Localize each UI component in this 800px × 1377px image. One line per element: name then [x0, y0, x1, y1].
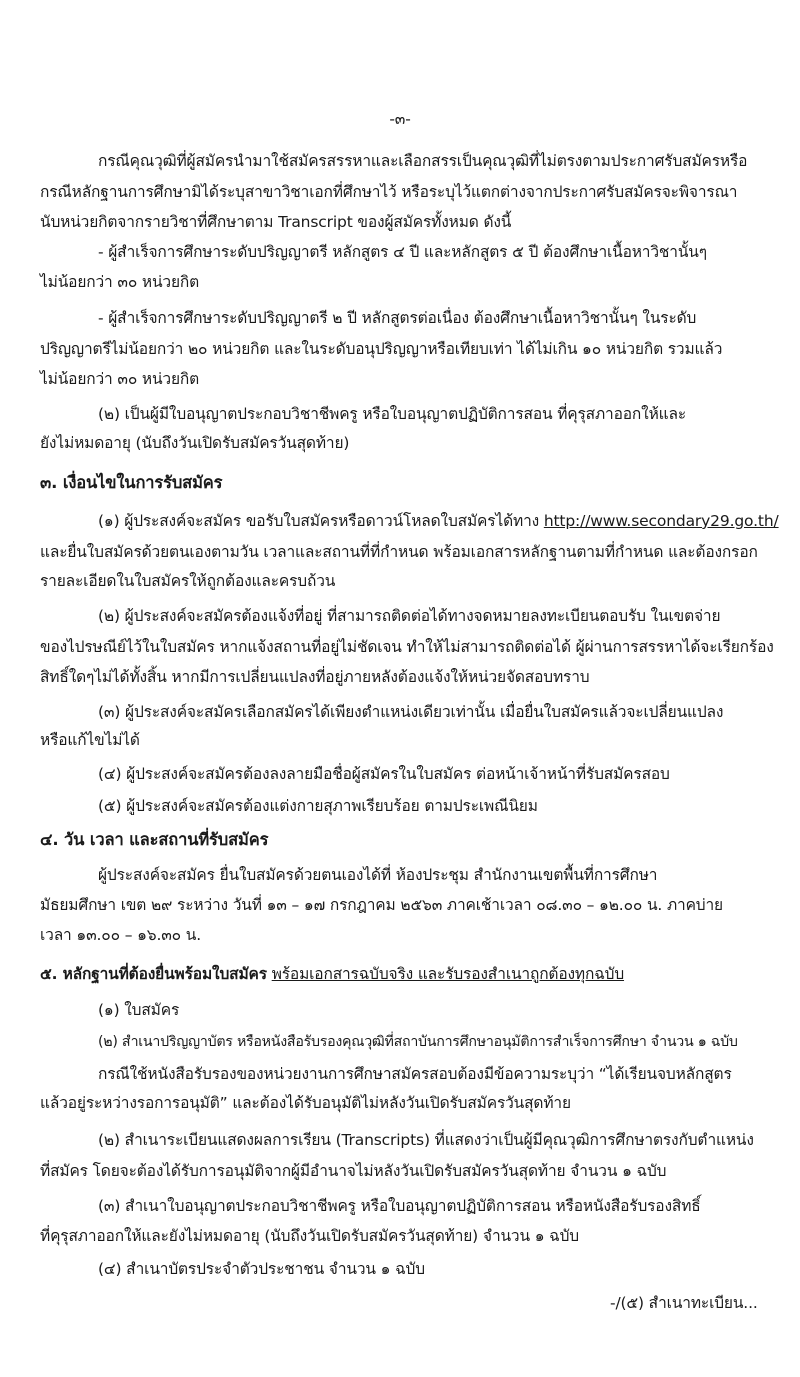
list-item-line: รายละเอียดในใบสมัครให้ถูกต้องและครบถ้วน	[40, 572, 336, 590]
section-4-heading: ๔. วัน เวลา และสถานที่รับสมัคร	[40, 830, 269, 849]
list-item-line: แล้วอยู่ระหว่างรอการอนุมัติ” และต้องได้รับอนุมัติไม่หลังวันเปิดรับสมัครวันสุดท้าย	[40, 1094, 571, 1112]
list-item-line	[0, 510, 800, 532]
list-item-line: (๕) ผู้ประสงค์จะสมัครต้องแต่งกายสุภาพเรียบร้อย ตามประเพณีนิยม	[98, 797, 538, 815]
list-item-line: (๒) สำเนาปริญญาบัตร หรือหนังสือรับรองคุณวุฒิที่สถาบันการศึกษาอนุมัติการสำเร็จการศึกษา จำนวน ๑ ฉบับ	[98, 1034, 738, 1050]
list-item-line: (๔) สำเนาบัตรประจำตัวประชาชน จำนวน ๑ ฉบับ	[98, 1260, 425, 1278]
list-item-line: กรณีใช้หนังสือรับรองของหน่วยงานการศึกษาสมัครสอบต้องมีข้อความระบุว่า “ได้เรียนจบหลักสูตร	[98, 1065, 732, 1083]
list-item-line: (๒) ผู้ประสงค์จะสมัครต้องแจ้งที่อยู่ ที่สามารถติดต่อได้ทางจดหมายลงทะเบียนตอบรับ ในเขตจ่าย	[98, 607, 721, 625]
paragraph-line: ไม่น้อยกว่า ๓๐ หน่วยกิต	[40, 273, 200, 291]
list-item-line: ที่คุรุสภาออกให้และยังไม่หมดอายุ (นับถึงวันเปิดรับสมัครวันสุดท้าย) จำนวน ๑ ฉบับ	[40, 1227, 579, 1245]
paragraph-line: ยังไม่หมดอายุ (นับถึงวันเปิดรับสมัครวันสุดท้าย)	[40, 434, 350, 452]
list-item-line: ที่สมัคร โดยจะต้องได้รับการอนุมัติจากผู้มีอำนาจไม่หลังวันเปิดรับสมัครวันสุดท้าย จำนวน ๑ ฉบับ	[40, 1162, 667, 1180]
paragraph-line: เวลา ๑๓.๐๐ – ๑๖.๓๐ น.	[40, 926, 201, 944]
paragraph-line: ไม่น้อยกว่า ๓๐ หน่วยกิต	[40, 370, 200, 388]
list-item-line: (๓) ผู้ประสงค์จะสมัครเลือกสมัครได้เพียงตำแหน่งเดียวเท่านั้น เมื่อยื่นใบสมัครแล้วจะเปลี่ยนแปลง	[98, 703, 724, 721]
list-item-line: สิทธิ์ใดๆไม่ได้ทั้งสิ้น หากมีการเปลี่ยนแปลงที่อยู่ภายหลังต้องแจ้งให้หน่วยจัดสอบทราบ	[40, 668, 590, 686]
download-link[interactable]: http://www.secondary29.go.th/	[543, 512, 779, 530]
section-5-heading-line	[0, 963, 800, 985]
section-3-heading: ๓. เงื่อนไขในการรับสมัคร	[40, 473, 223, 492]
paragraph-line: นับหน่วยกิตจากรายวิชาที่ศึกษาตาม Transcript ของผู้สมัครทั้งหมด ดังนี้	[40, 213, 512, 231]
paragraph-line: กรณีหลักฐานการศึกษามิได้ระบุสาขาวิชาเอกที่ศึกษาไว้ หรือระบุไว้แตกต่างจากประกาศรับสมัครจะพิจารณา	[40, 183, 738, 201]
list-item-line: และยื่นใบสมัครด้วยตนเองตามวัน เวลาและสถานที่ที่กำหนด พร้อมเอกสารหลักฐานตามที่กำหนด และต้องกรอก	[40, 543, 758, 561]
list-item-line: หรือแก้ไขไม่ได้	[40, 731, 140, 749]
paragraph-line: (๒) เป็นผู้มีใบอนุญาตประกอบวิชาชีพครู หรือใบอนุญาตปฏิบัติการสอน ที่คุรุสภาออกให้และ	[98, 405, 687, 423]
continuation-footer: -/(๕) สำเนาทะเบียน...	[610, 1294, 758, 1312]
list-item-line: (๔) ผู้ประสงค์จะสมัครต้องลงลายมือชื่อผู้สมัครในใบสมัคร ต่อหน้าเจ้าหน้าที่รับสมัครสอบ	[98, 765, 670, 783]
section-5-heading: ๕. หลักฐานที่ต้องยื่นพร้อมใบสมัคร	[40, 965, 267, 983]
paragraph-line: - ผู้สำเร็จการศึกษาระดับปริญญาตรี หลักสูตร ๔ ปี และหลักสูตร ๕ ปี ต้องศึกษาเนื้อหาวิชานั้นๆ	[98, 243, 707, 261]
list-item-line: (๑) ใบสมัคร	[98, 1001, 180, 1019]
list-item-line: (๒) สำเนาระเบียนแสดงผลการเรียน (Transcripts) ที่แสดงว่าเป็นผู้มีคุณวุฒิการศึกษาตรงกับตำแหน่ง	[98, 1131, 754, 1149]
paragraph-line: - ผู้สำเร็จการศึกษาระดับปริญญาตรี ๒ ปี หลักสูตรต่อเนื่อง ต้องศึกษาเนื้อหาวิชานั้นๆ ในระดับ	[98, 309, 697, 327]
page-number: -๓-	[389, 110, 411, 128]
paragraph-line: ผู้ประสงค์จะสมัคร ยื่นใบสมัครด้วยตนเองได้ที่ ห้องประชุม สำนักงานเขตพื้นที่การศึกษา	[98, 866, 658, 884]
paragraph-line: มัธยมศึกษา เขต ๒๙ ระหว่าง วันที่ ๑๓ – ๑๗ กรกฎาคม ๒๕๖๓ ภาคเช้าเวลา ๐๘.๓๐ – ๑๒.๐๐ น. ภาคบ่าย	[40, 896, 723, 914]
list-item-line: (๓) สำเนาใบอนุญาตประกอบวิชาชีพครู หรือใบอนุญาตปฏิบัติการสอน หรือหนังสือรับรองสิทธิ์	[98, 1197, 701, 1215]
list-item-text: (๑) ผู้ประสงค์จะสมัคร ขอรับใบสมัครหรือดาวน์โหลดใบสมัครได้ทาง	[98, 512, 540, 530]
list-item-line: ของไปรษณีย์ไว้ในใบสมัคร หากแจ้งสถานที่อยู่ไม่ชัดเจน ทำให้ไม่สามารถติดต่อได้ ผู้ผ่านการสรรหาได้จะเรียกร้อง	[40, 638, 774, 656]
section-5-note: พร้อมเอกสารฉบับจริง และรับรองสำเนาถูกต้องทุกฉบับ	[271, 965, 625, 983]
paragraph-line: ปริญญาตรีไม่น้อยกว่า ๒๐ หน่วยกิต และในระดับอนุปริญญาหรือเทียบเท่า ได้ไม่เกิน ๑๐ หน่วยกิต รวมแล้ว	[40, 340, 723, 358]
paragraph-line: กรณีคุณวุฒิที่ผู้สมัครนำมาใช้สมัครสรรหาและเลือกสรรเป็นคุณวุฒิที่ไม่ตรงตามประกาศรับสมัครหรือ	[98, 152, 748, 170]
